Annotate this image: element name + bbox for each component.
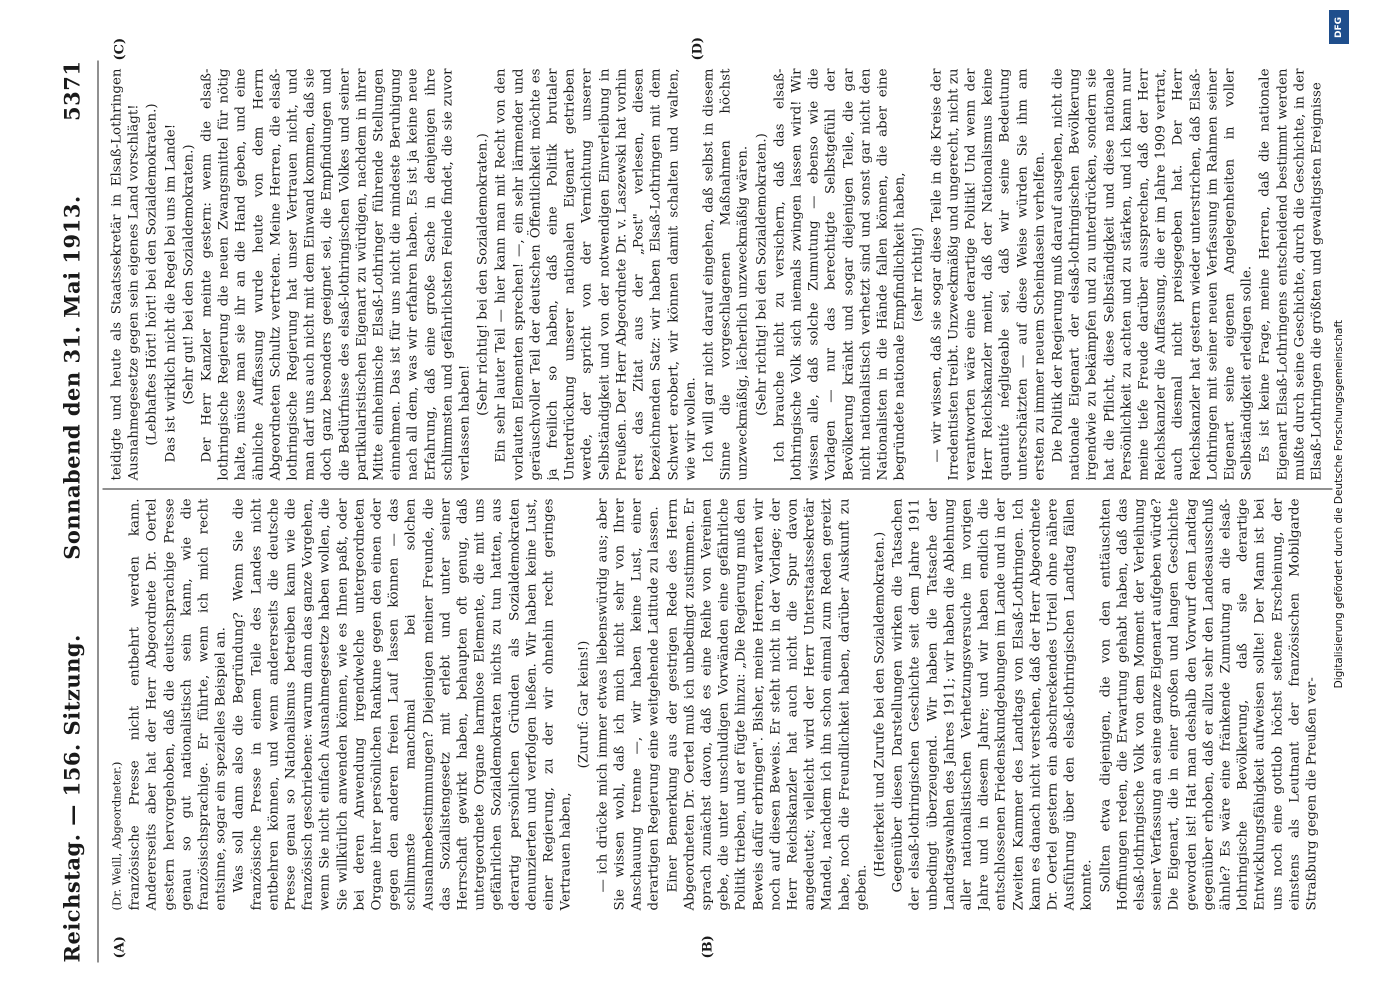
- speaker-label: (Dr. Weill, Abgeordneter.): [109, 761, 123, 910]
- right-paragraph-6: Ich brauche nicht zu versichern, daß das elsaß-lothringische Volk sich niemals zwingen lassen wird! Wir wissen alle, daß solche Zumutung — ebenso wie die Vorlagen — nur das berechtigte Selbstgefühl der Bevölkerung kränkt und sogar diejenigen Teile, die gar nicht nationalistisch verhetzt sind und sonst gar nicht den Nationalisten in die Hände fallen können, die aber eine begründete nationale Empfindlichkeit haben,: [771, 68, 908, 480]
- dfg-logo: DFG: [1329, 10, 1349, 44]
- left-paragraph-6: Sollten etwa diejenigen, die von den enttäuschten Hoffnungen reden, die Erwartung gehabt haben, daß das elsaß-lothringische Volk von dem Moment der Verleihung seiner Verfassung an seine ganze Eigenart aufgeben würde? Die Eigenart, die in einer großen und langen Geschichte geworden ist! Hat man deshalb den Vorwurf dem Landtag gegenüber erhoben, daß er allzu sehr den Landesausschuß ähnle? Es wäre eine fränkende Zumutung an die elsaß-lothringische Bevölkerung, daß sie derartige Entwicklungsfähigkeit aufweisen sollte! Der Mann ist bei uns noch eine gottlob höchst seltene Erscheinung, der einstens als Leutnant der französischen Mobilgarde Straßburg gegen die Preußen ver-: [1097, 498, 1320, 910]
- margin-mark-b: (B): [700, 934, 715, 958]
- page-header: [50, 60, 92, 962]
- left-interjection-2: (Heiterkeit und Zurufe bei den Sozialdemokraten.): [871, 531, 887, 877]
- digitization-credit: Digitalisierung gefördert durch die Deutsche Forschungsgemeinschaft: [1333, 320, 1345, 689]
- right-interjection-1: (Lebhaftes Hört! hört! bei den Sozialdemokraten.): [144, 102, 160, 446]
- header-date: Sonnabend den 31. Mai 1913.: [58, 194, 84, 560]
- margin-mark-a: (A): [112, 935, 127, 958]
- right-interjection-2: (Sehr gut! bei den Sozialdemokraten.): [180, 143, 196, 405]
- right-paragraph-2: Das ist wirklich nicht die Regel bei uns im Lande!: [162, 123, 178, 462]
- right-paragraph-1: teidigte und heute als Staatssekretär in Elsaß-Lothringen Ausnahmegesetze gegen sein eigenes Land vorschlägt!: [109, 68, 142, 480]
- left-column: [108, 498, 1328, 910]
- margin-mark-c: (C): [112, 37, 127, 60]
- right-paragraph-8: Die Politik der Regierung muß darauf ausgehen, nicht die nationale Eigenart der elsaß-lothringischen Bevölkerung irgendwie zu bekämpfen und zu unterdrücken, sondern sie hat die Pflicht, diese Selbständigkeit und diese nationale Persönlichkeit zu achten und zu stärken, und ich kann nur meine tiefe Freude darüber aussprechen, daß der Herr Reichskanzler die Auffassung, die er im Jahre 1909 vertrat, auch diesmal nicht preisgegeben hat. Der Herr Reichskanzler hat gestern wieder unterstrichen, daß Elsaß-Lothringen mit seiner neuen Verfassung im Rahmen seiner Eigenart seine eigenen Angelegenheiten in voller Selbständigkeit erledigen solle.: [1049, 68, 1255, 480]
- right-interjection-3: (Sehr richtig! bei den Sozialdemokraten.): [475, 132, 491, 416]
- right-column: [108, 68, 1328, 480]
- right-paragraph-9: Es ist keine Frage, meine Herren, daß die nationale Eigenart Elsaß-Lothringens entscheidend bestimmt werden mußte durch seine Geschichte, durch die Geschichte, in der Elsaß-Lothringen die größten und gewaltigsten Ereignisse: [1257, 68, 1325, 480]
- right-paragraph-7: — wir wissen, daß sie sogar diese Teile in die Kreise der Irredentisten treibt. Unzweckmäßig und ungerecht, nicht zu verantworten wäre eine derartige Politik! Und wenn der Herr Reichskanzler meint, daß der Nationalismus keine quantité négligeable sei, daß wir seine Bedeutung unterschätzten — auf diese Weise würden Sie ihm am ersten zu immer neuem Scheindasein verhelfen.: [928, 68, 1047, 480]
- page-number: 5371: [58, 60, 84, 121]
- header-left: Reichstag. — 156. Sitzung.: [58, 633, 84, 962]
- right-interjection-4: (Sehr richtig! bei den Sozialdemokraten.): [753, 132, 769, 416]
- left-paragraph-3: — ich drücke mich immer etwas liebenswürdig aus; aber Sie wissen wohl, daß ich mich nicht sehr von Ihrer Anschauung trenne —, wir haben keine Lust, einer derartigen Regierung eine weitgehende Latitude zu lassen.: [594, 498, 662, 910]
- left-paragraph-1: französische Presse nicht entbehrt werden kann. Andererseits aber hat der Herr Abgeordnete Dr. Oertel gestern hervorgehoben, daß die deutschsprachige Presse genau so gut nationalistisch sein kann, wie die französischsprachige. Er führte, wenn ich mich recht entsinne, sogar ein spezielles Beispiel an.: [127, 498, 229, 910]
- header-rule: [97, 60, 98, 962]
- margin-mark-d: (D): [690, 36, 705, 60]
- right-interjection-5: (sehr richtig!): [910, 226, 926, 322]
- right-paragraph-3: Der Herr Kanzler meinte gestern: wenn die elsaß-lothringische Regierung die neuen Zwangsmittel für nötig halte, müsse man sie ihr an die Hand geben, und eine ähnliche Auffassung wurde heute von dem Herrn Abgeordneten Schultz vertreten. Meine Herren, die elsaß-lothringische Regierung hat unser Vertrauen nicht, und man darf uns auch nicht mit dem Einwand kommen, daß sie doch ganz besonders geeignet sei, die Empfindungen und die Bedürfnisse des elsaß-lothringischen Volkes und seiner partikularistischen Eigenart zu würdigen, nachdem in ihrer Mitte einheimische Elsaß-Lothringer führende Stellungen einnehmen. Das ist für uns nicht die mindeste Beruhigung nach all dem, was wir erfahren haben. Es ist ja keine neue Erfahrung, daß eine große Sache in denjenigen ihre schlimmsten und gefährlichsten Feinde findet, die sie zuvor verlassen haben!: [199, 68, 473, 480]
- left-interjection-1: (Zuruf: Gar keins!): [576, 640, 592, 768]
- column-divider: [102, 488, 1332, 489]
- left-paragraph-5: Gegenüber diesen Darstellungen wirken die Tatsachen der elsaß-lothringischen Geschichte seit dem Jahre 1911 unbedingt überzeugend. Wir haben die Tatsache der Landtagswahlen des Jahres 1911; wir haben die Ablehnung aller nationalistischen Verhetzungsversuche im vorigen Jahre und in diesem Jahre; und wir haben endlich die entschlossenen Friedenskundgebungen im Lande und in der Zweiten Kammer des Landtags von Elsaß-Lothringen. Ich kann es danach nicht verstehen, daß der Herr Abgeordnete Dr. Oertel gestern ein abschreckendes Urteil ohne nähere Ausführung über den elsaß-lothringischen Landtag fällen konnte.: [890, 498, 1095, 910]
- right-paragraph-5: Ich will gar nicht darauf eingehen, daß selbst in diesem Sinne die vorgeschlagenen Maßnahmen höchst unzweckmäßig, lächerlich unzweckmäßig wären.: [700, 68, 751, 480]
- right-paragraph-4: Ein sehr lauter Teil — hier kann man mit Recht von den vorlauten Elementen sprechen! —, ein sehr lärmender und geräuschvoller Teil der deutschen Öffentlichkeit möchte es ja freilich so haben, daß eine Politik brutaler Unterdrückung unserer nationalen Eigenart getrieben werde, der spricht von der Vernichtung unserer Selbständigkeit und von der notwendigen Einverleibung in Preußen. Der Herr Abgeordnete Dr. v. Laszewski hat vorhin erst das Zitat aus der „Post" verlesen, diesen bezeichnenden Satz: wir haben Elsaß-Lothringen mit dem Schwert erobert, wir können damit schalten und walten, wie wir wollen.: [493, 68, 698, 480]
- left-paragraph-2: Was soll dann also die Begründung? Wenn Sie die französische Presse in einem Teile des Landes nicht entbehren können, und wenn andererseits die deutsche Presse genau so Nationalismus betreiben kann wie die französisch geschriebene: warum dann das ganze Vorgehen, wenn Sie nicht einfach Ausnahmegesetze haben wollen, die Sie willkürlich anwenden können, wie es Ihnen paßt, oder bei deren Anwendung irgendwelche untergeordneten Organe ihrer persönlichen Rankune gegen den einen oder gegen den anderen freien Lauf lassen können — das schlimmste manchmal bei solchen Ausnahmebestimmungen? Diejenigen meiner Freunde, die das Sozialistengesetz mit erlebt und unter seiner Herrschaft gewirkt haben, behaupten oft genug, daß untergeordnete Organe harmlose Elemente, die mit uns gefährlichen Sozialdemokraten nichts zu tun hatten, aus derartig persönlichen Gründen als Sozialdemokraten denunzierten und verfolgen ließen. Wir haben keine Lust, einer Regierung, zu der wir ohnehin recht geringes Vertrauen haben,: [231, 498, 574, 910]
- left-paragraph-4: Einer Bemerkung aus der gestrigen Rede des Herrn Abgeordneten Dr. Oertel muß ich unbedingt zustimmen. Er sprach zunächst davon, daß es eine Reihe von Vereinen gebe, die unter unschuldigen Vorwänden eine gefährliche Politik trieben, und er fügte hinzu: „Die Regierung muß den Beweis dafür erbringen". Bisher, meine Herren, warten wir noch auf diesen Beweis. Er steht nicht in der Vorlage; der Herr Reichskanzler hat auch nicht die Spur davon angedeutet; vielleicht wird der Herr Unterstaatssekretär Mandel, nachdem ich ihn schon einmal zum Reden gereizt habe, noch die Freundlichkeit haben, darüber Auskunft zu geben.: [664, 498, 869, 910]
